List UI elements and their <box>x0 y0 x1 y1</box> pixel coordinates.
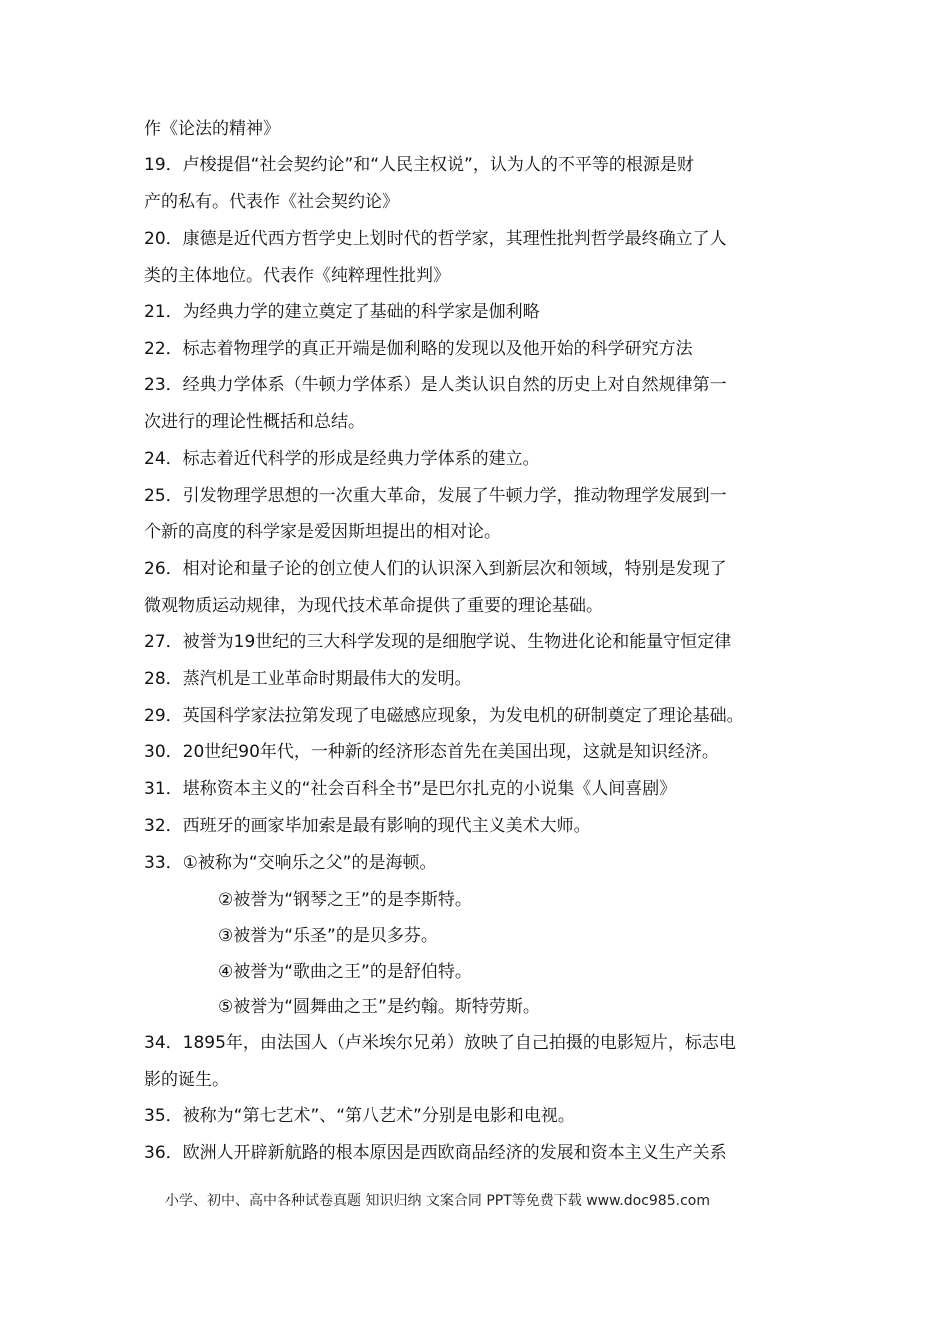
page-footer: 小学、初中、高中各种试卷真题 知识归纳 文案合同 PPT等免费下载 www.doc985.com <box>165 1193 710 1209</box>
text-line: 26．相对论和量子论的创立使人们的认识深入到新层次和领域，特别是发现了 <box>144 559 727 579</box>
text-line: 产的私有。代表作《社会契约论》 <box>144 192 399 212</box>
text-line: 25．引发物理学思想的一次重大革命，发展了牛顿力学，推动物理学发展到一 <box>144 486 727 506</box>
text-line: 作《论法的精神》 <box>144 119 280 139</box>
text-line-indented: ④被誉为“歌曲之王”的是舒伯特。 <box>218 962 472 982</box>
text-line: 影的诞生。 <box>144 1070 229 1090</box>
text-line: 31．堪称资本主义的“社会百科全书”是巴尔扎克的小说集《人间喜剧》 <box>144 779 677 799</box>
text-line-indented: ②被誉为“钢琴之王”的是李斯特。 <box>218 890 472 910</box>
text-line: 23．经典力学体系（牛顿力学体系）是人类认识自然的历史上对自然规律第一 <box>144 375 727 395</box>
text-line: 32．西班牙的画家毕加索是最有影响的现代主义美术大师。 <box>144 816 591 836</box>
text-line: 27．被誉为19世纪的三大科学发现的是细胞学说、生物进化论和能量守恒定律 <box>144 632 732 652</box>
text-line: 33．①被称为“交响乐之父”的是海顿。 <box>144 853 437 873</box>
text-line: 19．卢梭提倡“社会契约论”和“人民主权说”，认为人的不平等的根源是财 <box>144 155 694 175</box>
text-line: 24．标志着近代科学的形成是经典力学体系的建立。 <box>144 449 540 469</box>
text-line: 22．标志着物理学的真正开端是伽利略的发现以及他开始的科学研究方法 <box>144 339 693 359</box>
text-line: 28．蒸汽机是工业革命时期最伟大的发明。 <box>144 669 472 689</box>
text-line: 36．欧洲人开辟新航路的根本原因是西欧商品经济的发展和资本主义生产关系 <box>144 1143 727 1163</box>
text-line: 微观物质运动规律，为现代技术革命提供了重要的理论基础。 <box>144 596 603 616</box>
text-line: 34．1895年，由法国人（卢米埃尔兄弟）放映了自己拍摄的电影短片，标志电 <box>144 1033 736 1053</box>
text-line: 21．为经典力学的建立奠定了基础的科学家是伽利略 <box>144 302 540 322</box>
text-line-indented: ⑤被誉为“圆舞曲之王”是约翰。斯特劳斯。 <box>218 997 540 1017</box>
text-line-indented: ③被誉为“乐圣”的是贝多芬。 <box>218 926 438 946</box>
text-line: 次进行的理论性概括和总结。 <box>144 412 365 432</box>
text-line: 29．英国科学家法拉第发现了电磁感应现象，为发电机的研制奠定了理论基础。 <box>144 706 744 726</box>
text-line: 20．康德是近代西方哲学史上划时代的哲学家，其理性批判哲学最终确立了人 <box>144 229 727 249</box>
text-line: 个新的高度的科学家是爱因斯坦提出的相对论。 <box>144 522 501 542</box>
text-line: 30．20世纪90年代，一种新的经济形态首先在美国出现，这就是知识经济。 <box>144 742 719 762</box>
text-line: 35．被称为“第七艺术”、“第八艺术”分别是电影和电视。 <box>144 1106 575 1126</box>
text-line: 类的主体地位。代表作《纯粹理性批判》 <box>144 266 450 286</box>
